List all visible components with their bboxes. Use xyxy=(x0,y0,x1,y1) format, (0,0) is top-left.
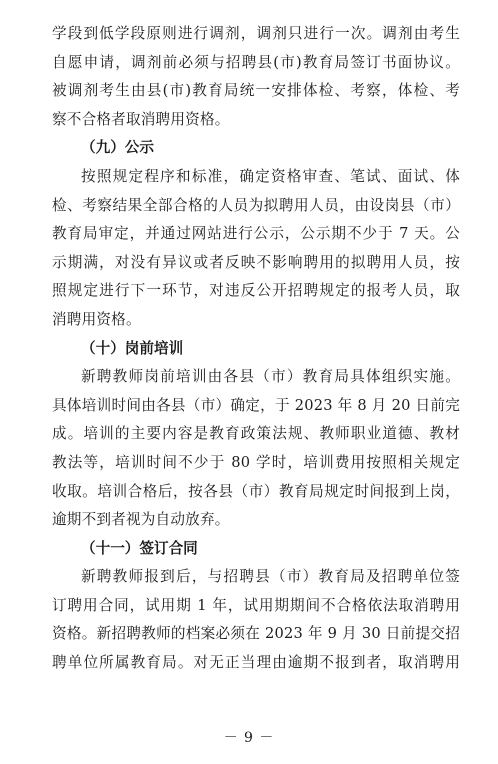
paragraph-line: 聘单位所属教育局。对无正当理由逾期不报到者，取消聘用 xyxy=(52,654,460,672)
paragraph-line: 教育局审定，并通过网站进行公示，公示期不少于 7 天。公 xyxy=(52,225,460,243)
section-heading: （十一）签订合同 xyxy=(81,539,198,557)
paragraph-line: 消聘用资格。 xyxy=(52,310,141,328)
paragraph-line: 收取。培训合格后，按各县（市）教育局规定时间报到上岗， xyxy=(52,482,460,500)
paragraph-line: 资格。新招聘教师的档案必须在 2023 年 9 月 30 日前提交招 xyxy=(52,625,460,643)
paragraph-line: 具体培训时间由各县（市）确定，于 2023 年 8 月 20 日前完 xyxy=(52,396,460,414)
paragraph-line: 检、考察结果全部合格的人员为拟聘用人员，由设岗县（市） xyxy=(52,196,460,214)
paragraph-line: 按照规定程序和标准，确定资格审查、笔试、面试、体 xyxy=(81,167,460,185)
paragraph-line: 订聘用合同，试用期 1 年，试用期期间不合格依法取消聘用 xyxy=(52,596,460,614)
paragraph-line: 新聘教师岗前培训由各县（市）教育局具体组织实施。 xyxy=(81,368,460,386)
paragraph-line: 被调剂考生由县(市)教育局统一安排体检、考察，体检、考 xyxy=(52,82,460,100)
paragraph-line: 成。培训的主要内容是教育政策法规、教师职业道德、教材 xyxy=(52,425,460,443)
document-body xyxy=(52,20,460,678)
paragraph-line: 察不合格者取消聘用资格。 xyxy=(52,110,230,128)
paragraph-line: 新聘教师报到后，与招聘县（市）教育局及招聘单位签 xyxy=(81,568,460,586)
paragraph-line: 学段到低学段原则进行调剂，调剂只进行一次。调剂由考生 xyxy=(52,25,460,42)
paragraph-line: 自愿申请，调剂前必须与招聘县(市)教育局签订书面协议。 xyxy=(52,53,460,71)
section-heading: （九）公示 xyxy=(81,139,154,157)
page-number: － 9 － xyxy=(223,730,275,746)
paragraph-line: 示期满，对没有异议或者反映不影响聘用的拟聘用人员，按 xyxy=(52,253,460,271)
paragraph-line: 逾期不到者视为自动放弃。 xyxy=(52,511,230,529)
paragraph-line: 教法等，培训时间不少于 80 学时，培训费用按照相关规定 xyxy=(52,453,460,471)
paragraph-line: 照规定进行下一环节，对违反公开招聘规定的报考人员，取 xyxy=(52,282,460,300)
section-heading: （十）岗前培训 xyxy=(81,339,184,357)
